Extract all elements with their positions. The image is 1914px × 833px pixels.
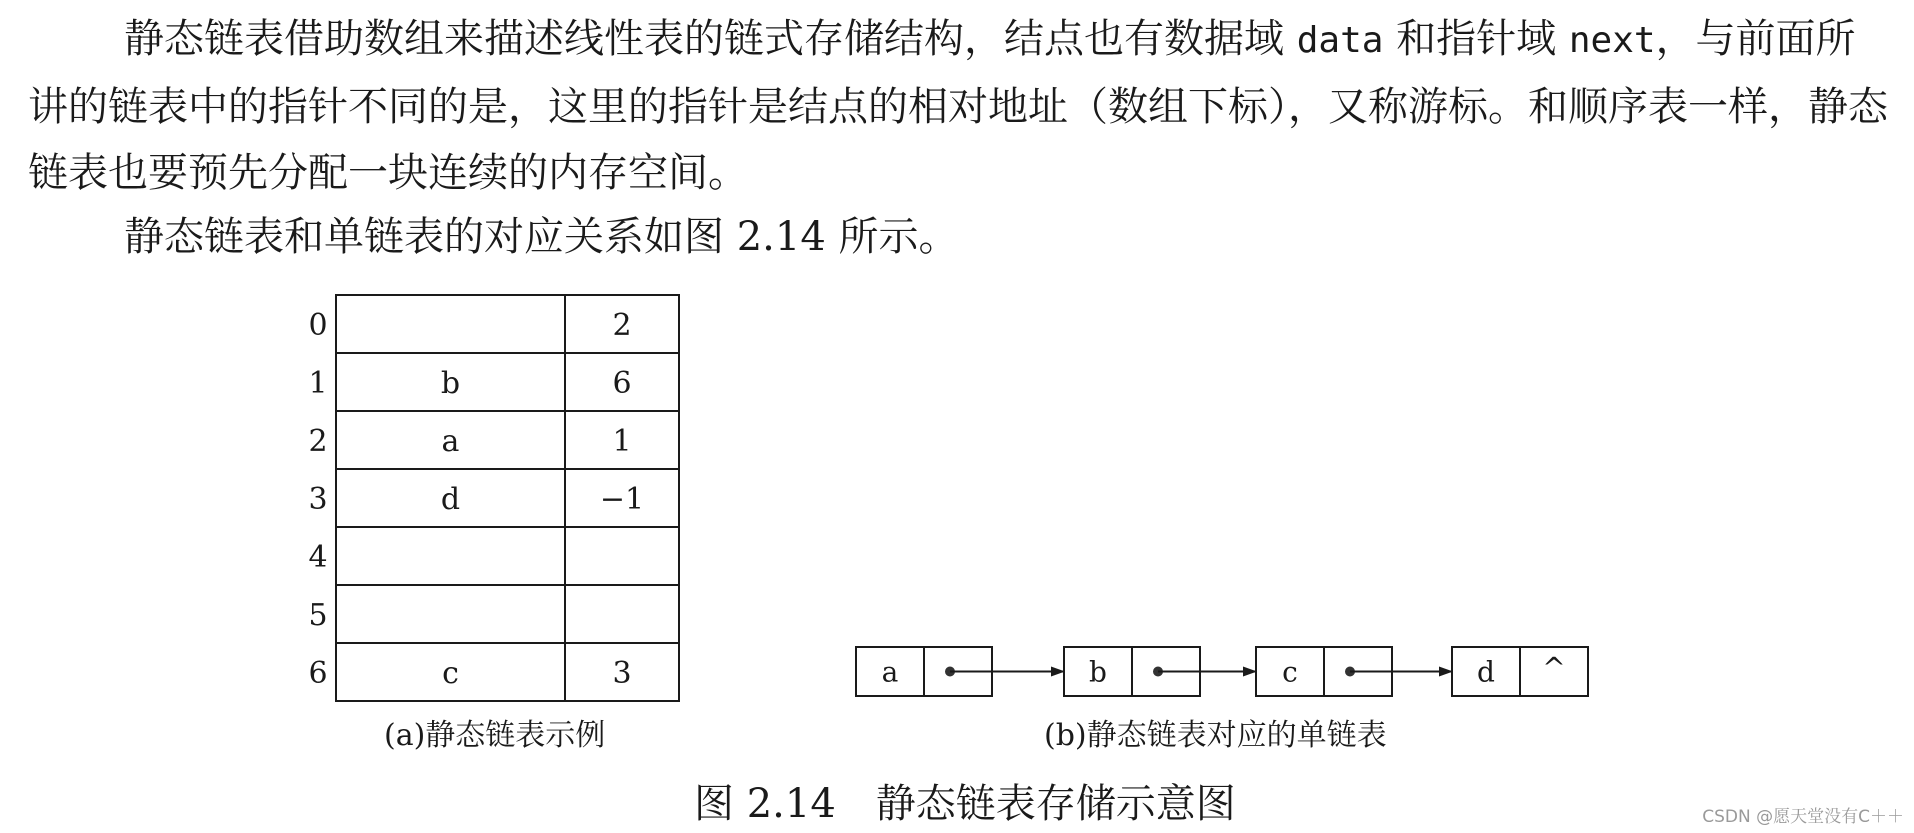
row-index: 2	[308, 424, 328, 459]
caption-figure-b: (b)静态链表对应的单链表	[1044, 718, 1387, 753]
list-node	[1064, 647, 1256, 696]
caption-figure-a: (a)静态链表示例	[384, 718, 606, 753]
cell-data: a	[441, 424, 460, 459]
row-index: 1	[308, 366, 328, 401]
cell-next: −1	[599, 482, 645, 517]
figure-number: 图 2.14	[694, 781, 836, 827]
code-next: next	[1568, 20, 1656, 61]
list-node	[856, 647, 1064, 696]
cell-next: 1	[612, 424, 632, 459]
row-index: 3	[308, 482, 328, 517]
figure-title: 静态链表存储示意图	[875, 781, 1236, 827]
cell-data: b	[440, 366, 461, 401]
row-index: 0	[308, 308, 328, 343]
list-b-nodes	[856, 647, 1588, 696]
node-data: b	[1089, 655, 1107, 689]
cell-data: d	[440, 482, 461, 517]
node-data: d	[1477, 655, 1495, 689]
node-data: a	[881, 655, 899, 689]
row-index: 4	[308, 540, 328, 575]
cell-next: 6	[612, 366, 632, 401]
list-node	[1452, 647, 1588, 696]
node-data: c	[1282, 655, 1298, 689]
row-index: 6	[308, 656, 328, 691]
null-pointer: ^	[1542, 651, 1566, 685]
para1-text-3: ，与前面所讲的链表中的指针不同的是，这里的指针是结点的相对地址（数组下标），又称游标。和顺序表一样，静态链表也要预先分配一块连续的内存空间。	[28, 16, 1888, 196]
para1-text-1: 静态链表借助数组来描述线性表的链式存储结构，结点也有数据域	[124, 16, 1297, 62]
cell-next: 3	[612, 656, 632, 691]
row-index: 5	[308, 598, 328, 633]
cell-data: c	[442, 656, 459, 691]
code-data: data	[1296, 20, 1384, 61]
watermark: CSDN @愿天堂没有C＋＋	[1702, 807, 1904, 827]
figure-caption	[694, 780, 1236, 828]
list-node	[1256, 647, 1452, 696]
para1-text-2: 和指针域	[1383, 16, 1569, 62]
cell-next: 2	[612, 308, 632, 343]
para2-text: 静态链表和单链表的对应关系如图 2.14 所示。	[124, 214, 959, 260]
